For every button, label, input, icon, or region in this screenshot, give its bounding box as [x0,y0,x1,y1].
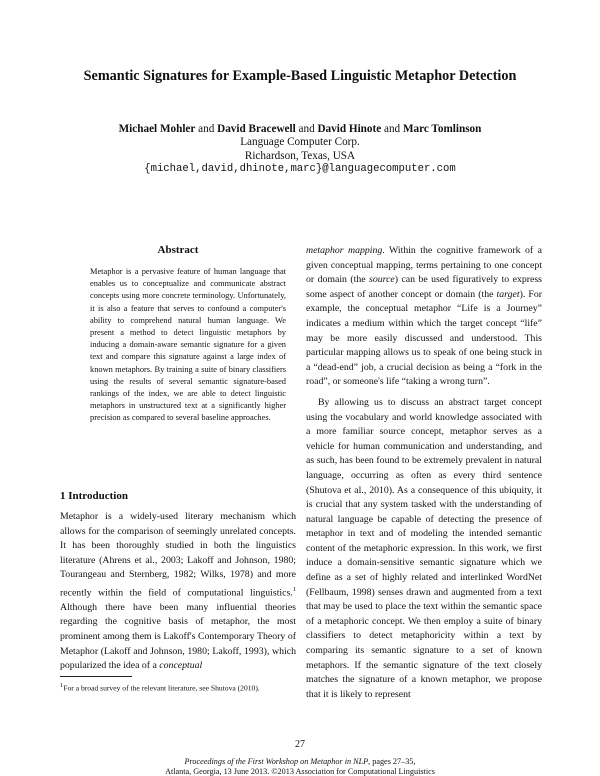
intro-italic-target: target [496,288,520,300]
author-email: {michael,david,dhinote,marc}@languagecomputer.com [144,163,456,175]
author-separator: and [298,123,315,135]
proceedings-venue: Atlanta, Georgia, 13 June 2013. ©2013 Association for Computational Linguistics [165,766,435,776]
section-heading-introduction: 1 Introduction [60,490,128,502]
proceedings-pages: , pages 27–35, [368,757,416,766]
author-name: David Hinote [317,123,382,135]
author-separator: and [383,123,401,135]
paper-title: Semantic Signatures for Example-Based Linguistic Metaphor Detection [83,68,517,84]
proceedings-info [0,757,600,776]
introduction-column-2 [306,244,542,702]
intro-text: Metaphor is a widely-used literary mechanism which allows for the comparison of seemingly unrelated concepts. It has been thoroughly studied in both the linguistics literature (Ahrens et al., 2003; Lakoff and Johnson, 1980; Tourangeau and Sternberg, 1982; Wilks, 1978) and more recently within the field of computational linguistics. [60,511,296,599]
intro-italic-term: conceptual [159,660,203,672]
affiliation-location: Richardson, Texas, USA [244,150,356,162]
intro-text: . Within the cognitive framework of a given conceptual mapping, terms pertaining to one concept or domain (the [306,245,542,286]
introduction-column-1 [60,510,296,674]
footnote-marker: 1 [292,585,296,593]
footnote-divider [60,676,132,677]
footnote [60,681,296,694]
author-name: Marc Tomlinson [402,123,482,135]
intro-text: ) can be used figuratively to express some aspect of another concept or domain (the [306,274,542,300]
author-name: David Bracewell [217,123,296,135]
intro-text-continued: Although there have been many influential theories regarding the cognitive basis of metaphor, the most prominent among them is Lakoff's Contemporary Theory of Metaphor (Lakoff and Johnson, 1980; Lakoff, 1993), which popularized the idea of a [60,601,296,672]
intro-text: ). For example, the conceptual metaphor “Life is a Journey” indicates a medium within which the target concept “life” may be more easily discussed and understood. This particular mapping allows us to speak of one being stuck in a “dead-end” job, a crucial decision as being a “fork in the road”, or someone's life “taking a wrong turn”. [306,288,542,388]
abstract-body: Metaphor is a pervasive feature of human language that enables us to conceptualize and communicate abstract concepts using more concrete terminology. Unfortunately, it is also a feature that serves to confound a computer's ability to comprehend natural human language. We present a method to detect linguistic metaphors by inducing a domain-aware semantic signature for a given text and compare this signature against a large index of known metaphors. By training a suite of binary classifiers using the results of several semantic signature-based rankings of the index, we are able to detect linguistic metaphors in unstructured text at a significantly higher precision as compared to several baseline approaches. [90,267,286,423]
author-list [0,123,600,135]
intro-italic-source: source [369,274,395,286]
author-name: Michael Mohler [118,123,196,135]
author-separator: and [198,123,215,135]
footnote-number: 1 [60,682,64,689]
proceedings-title: Proceedings of the First Workshop on Metaphor in NLP [184,757,369,766]
footnote-text: For a broad survey of the relevant literature, see Shutova (2010). [63,683,260,693]
intro-italic-term: metaphor mapping [306,245,383,256]
affiliation-organization: Language Computer Corp. [240,136,360,148]
abstract-heading: Abstract [157,244,199,256]
intro-paragraph-2: By allowing us to discuss an abstract target concept using the vocabulary and world knowledge associated with a more familiar source concept, metaphor serves as a vehicle for human communication and understanding, and as such, has been found to be extremely prevalent in natural language, occurring as often as every third sentence (Shutova et al., 2010). As a consequence of this ubiquity, it is crucial that any system tasked with the understanding of natural language be capable of detecting the presence of metaphor in text and of modeling the intended semantic content of the metaphoric expression. In this work, we first induce a domain-sensitive semantic signature which we define as a set of highly related and interlinked WordNet (Fellbaum, 1998) senses drawn and augmented from a text that may be used to place the text within the semantic space of a metaphoric concept. We then employ a suite of binary classifiers to detect metaphoricity within a text by comparing its semantic signature to a set of known metaphors. If the semantic signature of the text closely matches the signature of a known metaphor, we propose that it is likely to represent [306,396,542,700]
page-number: 27 [295,739,305,750]
